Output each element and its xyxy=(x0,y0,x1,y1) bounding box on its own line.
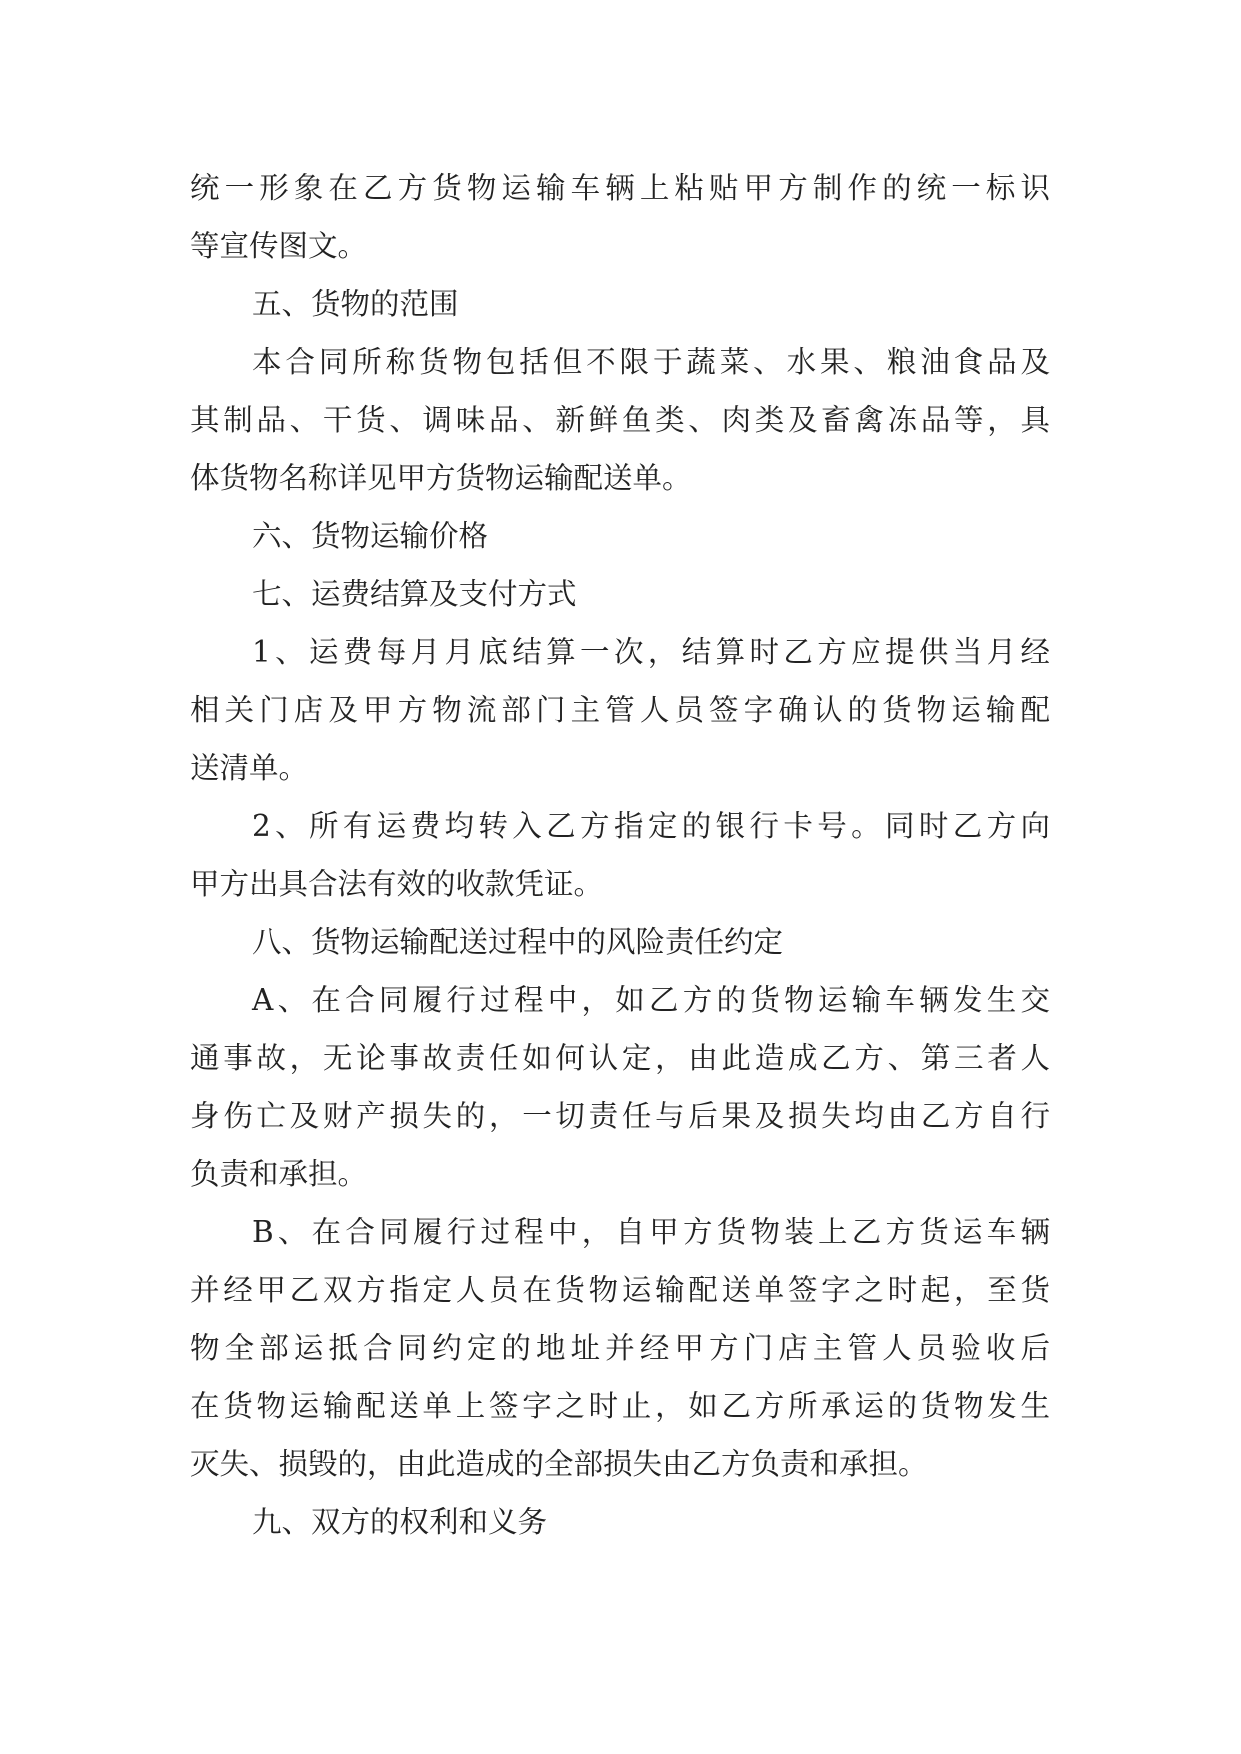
paragraph-line: 相关门店及甲方物流部门主管人员签字确认的货物运输配 xyxy=(190,693,1050,727)
paragraph-line: 本合同所称货物包括但不限于蔬菜、水果、粮油食品及 xyxy=(252,345,1050,379)
paragraph-line: 身伤亡及财产损失的，一切责任与后果及损失均由乙方自行 xyxy=(190,1099,1050,1133)
paragraph-line: 在货物运输配送单上签字之时止，如乙方所承运的货物发生 xyxy=(190,1389,1050,1423)
section-heading: 八、货物运输配送过程中的风险责任约定 xyxy=(252,925,784,959)
paragraph-line: 送清单。 xyxy=(190,751,309,785)
paragraph-line: 其制品、干货、调味品、新鲜鱼类、肉类及畜禽冻品等，具 xyxy=(190,403,1050,437)
paragraph-line: 负责和承担。 xyxy=(190,1157,368,1191)
section-heading: 五、货物的范围 xyxy=(252,287,459,321)
paragraph-line: 甲方出具合法有效的收款凭证。 xyxy=(190,867,604,901)
paragraph-line: 通事故，无论事故责任如何认定，由此造成乙方、第三者人 xyxy=(190,1041,1050,1075)
paragraph-line: B、在合同履行过程中，自甲方货物装上乙方货运车辆 xyxy=(252,1215,1050,1249)
paragraph-line: 并经甲乙双方指定人员在货物运输配送单签字之时起，至货 xyxy=(190,1273,1050,1307)
section-heading: 七、运费结算及支付方式 xyxy=(252,577,577,611)
paragraph-line: 2、所有运费均转入乙方指定的银行卡号。同时乙方向 xyxy=(252,809,1050,843)
section-heading: 九、双方的权利和义务 xyxy=(252,1505,548,1539)
paragraph-line: 等宣传图文。 xyxy=(190,229,368,263)
section-heading: 六、货物运输价格 xyxy=(252,519,489,553)
paragraph-line: 1、运费每月月底结算一次，结算时乙方应提供当月经 xyxy=(252,635,1050,669)
paragraph-line: 物全部运抵合同约定的地址并经甲方门店主管人员验收后 xyxy=(190,1331,1050,1365)
paragraph-line: A、在合同履行过程中，如乙方的货物运输车辆发生交 xyxy=(252,983,1050,1017)
document-body xyxy=(190,159,1050,1551)
paragraph-line: 统一形象在乙方货物运输车辆上粘贴甲方制作的统一标识 xyxy=(190,171,1050,205)
paragraph-line: 体货物名称详见甲方货物运输配送单。 xyxy=(190,461,692,495)
paragraph-line: 灭失、损毁的，由此造成的全部损失由乙方负责和承担。 xyxy=(190,1447,928,1481)
